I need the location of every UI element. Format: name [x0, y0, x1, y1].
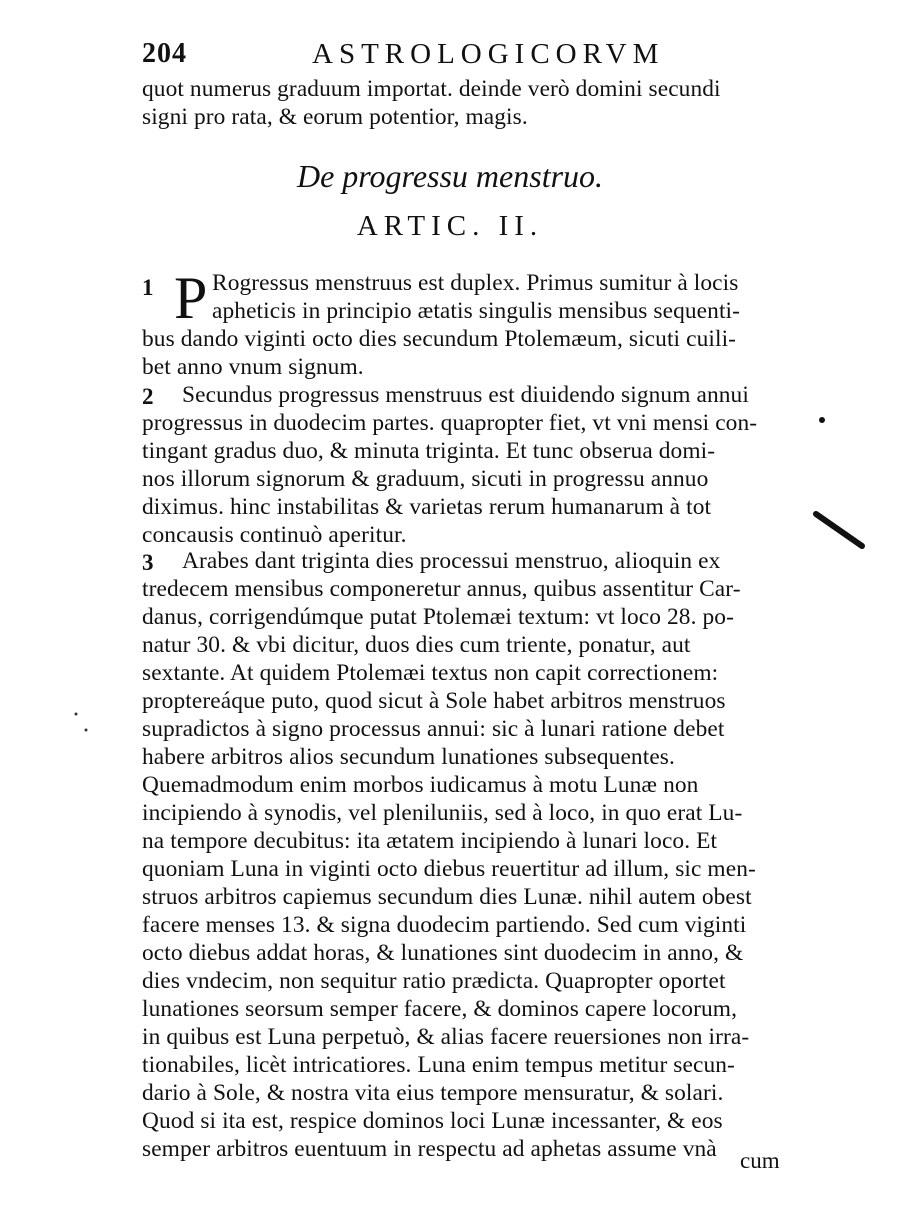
ink-speck-icon: [68, 708, 98, 738]
text-line: tingant gradus duo, & minuta triginta. Et tunc obserua domi-: [142, 438, 716, 464]
text-line: tredecem mensibus componeretur annus, quibus assentitur Car-: [142, 576, 741, 602]
text-line: bus dando viginti octo dies secundum Ptolemæum, sicuti cuili-: [142, 326, 737, 352]
text-line: dario à Sole, & nostra vita eius tempore mensuratur, & solari.: [142, 1080, 724, 1106]
text-line: na tempore decubitus: ita ætatem incipiendo à lunari loco. Et: [142, 828, 718, 854]
catchword: cum: [740, 1148, 780, 1173]
text-line: lunationes seorsum semper facere, & dominos capere locorum,: [142, 996, 738, 1022]
text-line: in quibus est Luna perpetuò, & alias facere reuersiones non irra-: [142, 1024, 750, 1050]
text-line: quoniam Luna in viginti octo diebus reuertitur ad illum, sic men-: [142, 856, 756, 882]
text-line: Rogressus menstruus est duplex. Primus sumitur à locis: [212, 270, 739, 296]
running-head: ASTROLOGICORVM: [312, 38, 665, 70]
text-line: tionabiles, licèt intricatiores. Luna enim tempus metitur secun-: [142, 1052, 735, 1078]
text-line: supradictos à signo processus annui: sic à lunari ratione debet: [142, 716, 725, 742]
text-line: proptereáque puto, quod sicut à Sole habet arbitros menstruos: [142, 688, 726, 714]
text-line: semper arbitros euentuum in respectu ad aphetas assume vnà: [142, 1136, 717, 1162]
ink-speck-icon: [812, 410, 832, 430]
text-line: signi pro rata, & eorum potentior, magis.: [142, 104, 528, 130]
text-line: progressus in duodecim partes. quapropter fiet, vt vni mensi con-: [142, 410, 758, 436]
paragraph-number: 2: [142, 384, 154, 409]
text-line: sextante. At quidem Ptolemæi textus non capit correctionem:: [142, 660, 719, 686]
text-line: concausis continuò aperitur.: [142, 522, 407, 548]
text-line: bet anno vnum signum.: [142, 354, 364, 380]
article-heading: ARTIC. II.: [356, 210, 544, 242]
text-line: struos arbitros capiemus secundum dies Lunæ. nihil autem obest: [142, 884, 752, 910]
text-line: dies vndecim, non sequitur ratio prædicta. Quapropter oportet: [142, 968, 726, 994]
ink-stroke-icon: [812, 506, 872, 556]
text-line: octo diebus addat horas, & lunationes sint duodecim in anno, &: [142, 940, 744, 966]
text-line: facere menses 13. & signa duodecim partiendo. Sed cum viginti: [142, 912, 747, 938]
text-line: Quemadmodum enim morbos iudicamus à motu Lunæ non: [142, 772, 699, 798]
text-line: quot numerus graduum importat. deinde verò domini secundi: [142, 76, 721, 102]
text-line: natur 30. & vbi dicitur, duos dies cum triente, ponatur, aut: [142, 632, 691, 658]
text-line: habere arbitros alios secundum lunationes subsequentes.: [142, 744, 675, 770]
text-line: Arabes dant triginta dies processui menstruo, alioquin ex: [182, 548, 721, 574]
section-title: De progressu menstruo.: [296, 158, 604, 194]
paragraph-number: 3: [142, 550, 154, 575]
text-line: nos illorum signorum & graduum, sicuti in progressu annuo: [142, 466, 709, 492]
text-line: danus, corrigendúmque putat Ptolemæi textum: vt loco 28. po-: [142, 604, 734, 630]
text-line: diximus. hinc instabilitas & varietas rerum humanarum à tot: [142, 494, 712, 520]
page-number: 204: [142, 38, 187, 69]
paragraph-number: 1: [142, 275, 154, 300]
text-line: Secundus progressus menstruus est diuidendo signum annui: [182, 382, 749, 408]
page-header: [142, 38, 792, 72]
text-line: incipiendo à synodis, vel pleniluniis, sed à loco, in quo erat Lu-: [142, 800, 743, 826]
text-line: Quod si ita est, respice dominos loci Lunæ incessanter, & eos: [142, 1108, 723, 1134]
drop-cap: P: [174, 265, 208, 331]
text-line: apheticis in principio ætatis singulis mensibus sequenti-: [212, 298, 741, 324]
